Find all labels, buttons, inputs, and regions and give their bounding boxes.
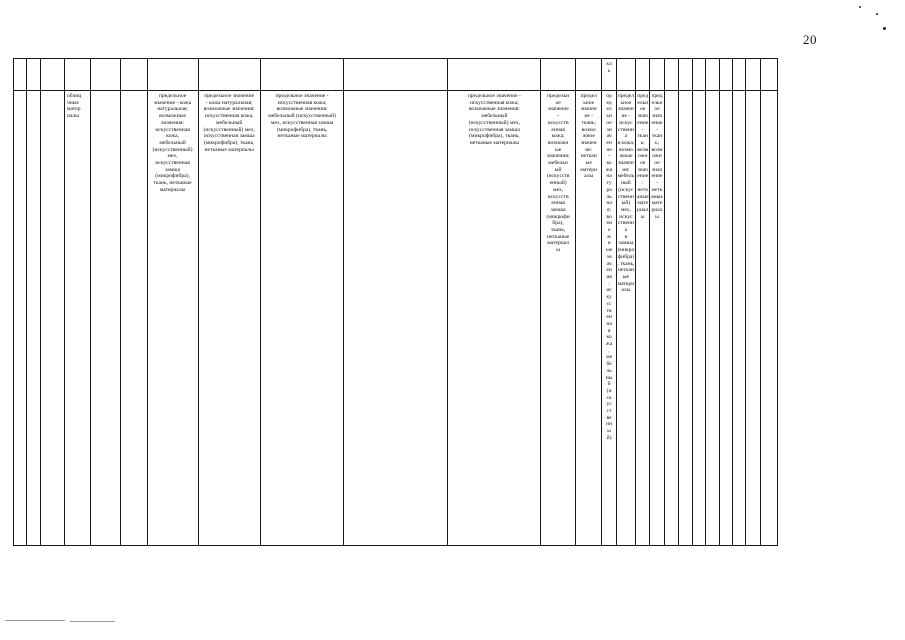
scan-speck (876, 13, 878, 15)
table-cell (198, 59, 260, 91)
table-cell (121, 91, 148, 546)
table-cell (27, 91, 40, 546)
table-header-row (14, 59, 778, 91)
table-cell (719, 59, 732, 91)
table-cell (40, 59, 64, 91)
table-cell (91, 59, 121, 91)
table-cell (636, 59, 650, 91)
table-cell (693, 91, 706, 546)
table-cell (27, 59, 40, 91)
table-cell (650, 59, 664, 91)
table-cell (40, 91, 64, 546)
table-cell (746, 91, 761, 546)
table-cell-value: пред ельн ое знач ение - ткан ь; возм ожн ое знач ение - нетк аные мате риал ы (650, 91, 664, 546)
table-cell (693, 59, 706, 91)
table-cell (664, 91, 678, 546)
table-cell-value: предельное значение - искусственная кожа; возможные значения: мебельный (искусственный) мех, искусственная замша (микрофибра), ткань, нетканые материалы (260, 91, 344, 546)
table-cell (678, 59, 692, 91)
table-cell-value: предел ьное значен ие - ткань; возмо жное значен ие: неткан ые матери алы (575, 91, 602, 546)
table-cell-value: предельное значение - кожа натуральная; возможные значения: искусственная кожа, мебельный (искусственный) мех, искусственная замша (микрофибра), ткань, нетканые материалы (198, 91, 260, 546)
scan-artifact (70, 621, 115, 622)
table-cell-category: облиц чные матер иалы (64, 91, 91, 546)
table-cell (719, 91, 732, 546)
table-cell (706, 91, 719, 546)
table-cell (14, 91, 27, 546)
table-cell (147, 59, 198, 91)
table-cell (678, 91, 692, 546)
table-cell (121, 59, 148, 91)
table-cell (761, 59, 778, 91)
table-cell (64, 59, 91, 91)
scan-speck (859, 6, 861, 8)
table-cell-value: предельное значение - кожа натуральная; возможные значения: искусственная кожа, мебельный (искусственный) мех, искусственная замша (микрофибра), ткань, нетканые материалы (147, 91, 198, 546)
table-cell-value: пред ельн ое знач ение - ткан ь; возм ожн ое знач ение : нетк аные мате риал ы (636, 91, 650, 546)
page-number: 20 (803, 32, 817, 47)
table-cell-value: предельн ое значение - искусств енная кожа; возможн ые значения: мебельн ый (искусств енный) мех, искусств енная замша (микрофи бра), ткань, нетканые материал ы (541, 91, 576, 546)
table-cell (260, 59, 344, 91)
table-row (14, 91, 778, 546)
table-cell (344, 91, 448, 546)
table-cell (14, 59, 27, 91)
table-cell (541, 59, 576, 91)
table-cell: кл ь (602, 59, 616, 91)
table-cell (664, 59, 678, 91)
table-cell (91, 91, 121, 546)
table-cell (344, 59, 448, 91)
table-cell (448, 59, 541, 91)
scan-artifact (5, 620, 65, 621)
table-cell (706, 59, 719, 91)
table-cell (616, 59, 635, 91)
table-cell (746, 59, 761, 91)
table-cell-value: предел ьное значен ие - искус ственна я кожа; возмо жные значен ия: мебель ный (искус ственн ый) мех, искус ственна я замша (микро фибра) , ткань, неткан ые матери алы (616, 91, 635, 546)
scan-speck (883, 27, 886, 30)
table-cell-value: предельное значение - искусственная кожа; возможные значения: мебельный (искусственный) мех, искусственная замша (микрофибра), ткань, нетканые материалы (448, 91, 541, 546)
data-table (13, 58, 778, 546)
table-cell (575, 59, 602, 91)
table-cell (732, 91, 745, 546)
table-cell (761, 91, 778, 546)
table-cell-value: ор ед ел ьн ое зн ач ен ие - ко жа на ту ра ль на я; во зм о ж н ые зн ач ен ия : ис ку сс тв ен на я ко жа , ме бе ль ны й (и ск ус ст ве нн ы й) (602, 91, 616, 546)
table-cell (732, 59, 745, 91)
